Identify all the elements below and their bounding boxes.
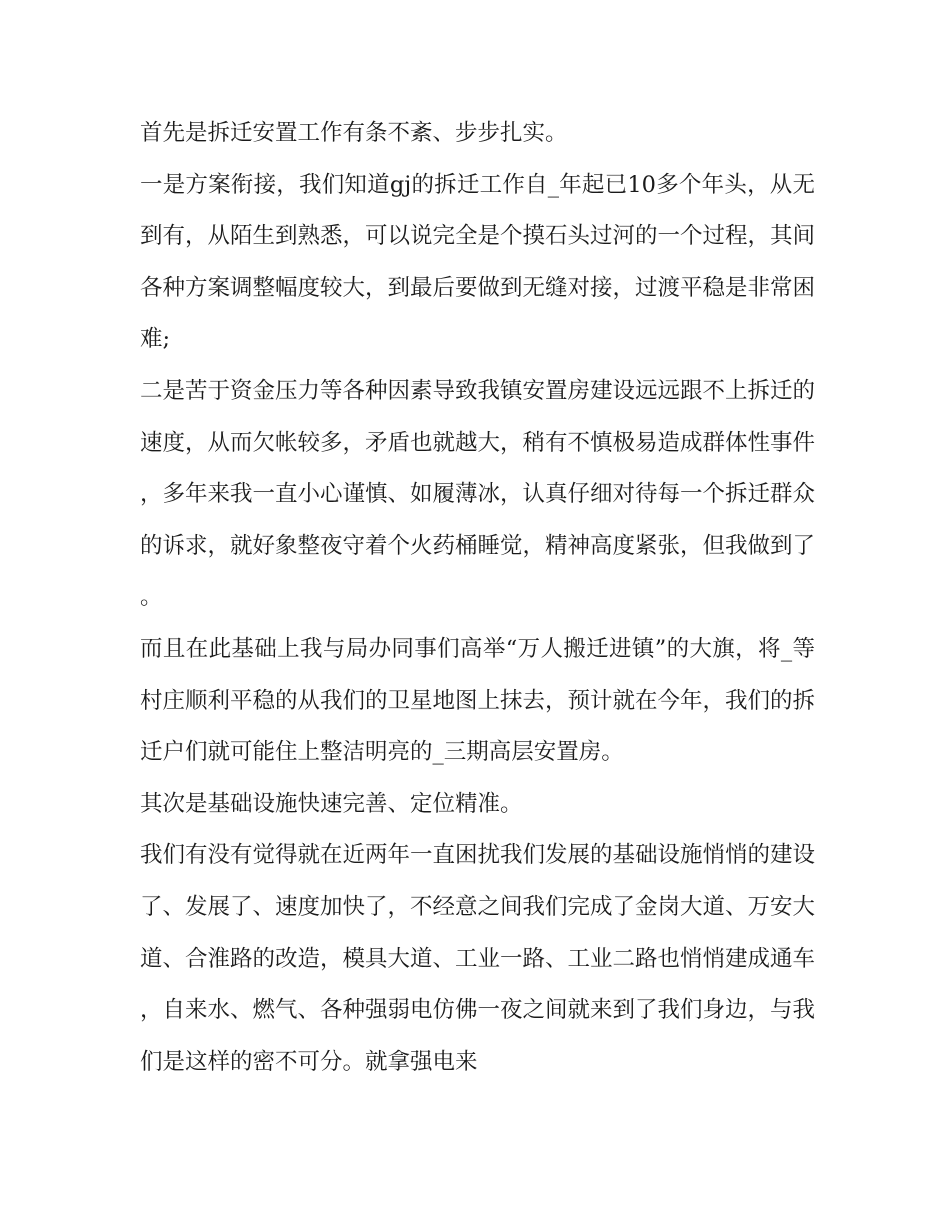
document-body [140,108,815,1088]
paragraph-plan-connection: 一是方案衔接，我们知道gj的拆迁工作自_年起已10多个年头，从无到有，从陌生到熟悉，可以说完全是个摸石头过河的一个过程，其间各种方案调整幅度较大，到最后要做到无缝对接，过渡平稳是非常困难; [140,171,816,353]
paragraph-funding-pressure: 二是苦于资金压力等各种因素导致我镇安置房建设远远跟不上拆迁的速度，从而欠帐较多，矛盾也就越大，稍有不慎极易造成群体性事件，多年来我一直小心谨慎、如履薄冰，认真仔细对待每一个拆迁群众的诉求，就好象整夜守着个火药桶睡觉，精神高度紧张，但我做到了。 [140,377,816,611]
paragraph-relocation-campaign: 而且在此基础上我与局办同事们高举“万人搬迁进镇”的大旗，将_等村庄顺利平稳的从我们的卫星地图上抹去，预计就在今年，我们的拆迁户们就可能住上整洁明亮的_三期高层安置房。 [140,635,816,766]
paragraph-infrastructure-heading: 其次是基础设施快速完善、定位精准。 [140,790,523,817]
paragraph-infrastructure-detail: 我们有没有觉得就在近两年一直困扰我们发展的基础设施悄悄的建设了、发展了、速度加快了，不经意之间我们完成了金岗大道、万安大道、合淮路的改造，模具大道、工业一路、工业二路也悄悄建成通车，自来水、燃气、各种强弱电仿佛一夜之间就来到了我们身边，与我们是这样的密不可分。就拿强电来 [140,842,816,1075]
paragraph-relocation-heading: 首先是拆迁安置工作有条不紊、步步扎实。 [140,120,568,146]
